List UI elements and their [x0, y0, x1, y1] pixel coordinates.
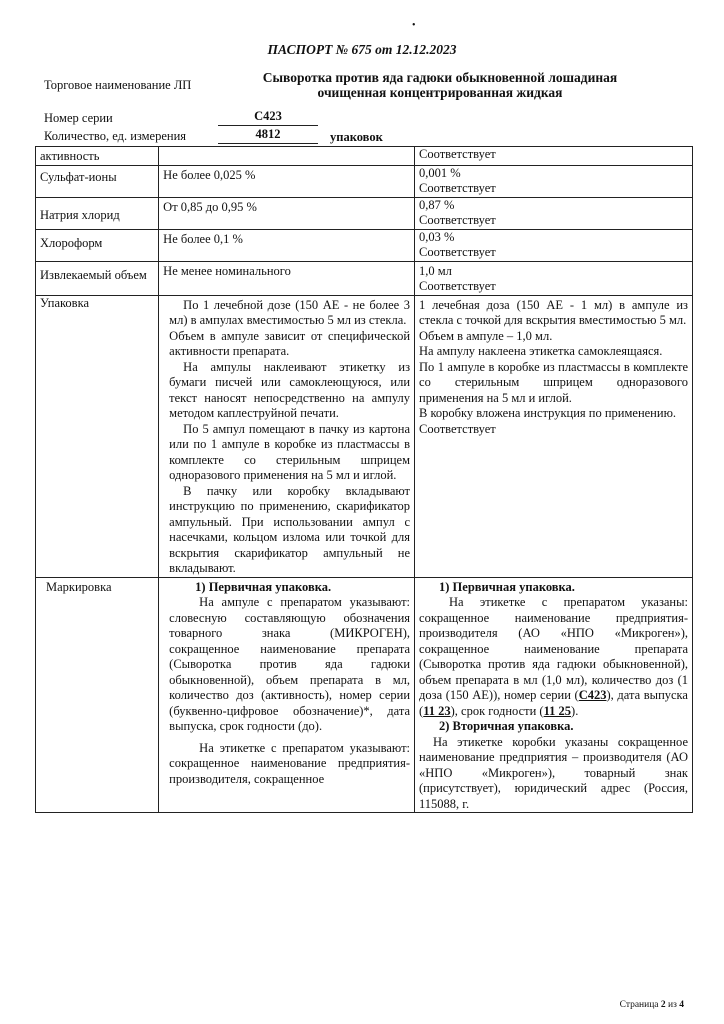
- marking-req-paragraph: На этикетке с препаратом указывают: сокращенное наименование предприятия-производителя, сокращенное: [169, 740, 411, 786]
- table-row-packaging: [36, 295, 693, 577]
- page-current: 2: [660, 1000, 666, 1010]
- expiry-date: 11 25: [543, 703, 572, 718]
- product-name-line1: Сыворотка против яда гадюки обыкновенной лошадиная: [262, 70, 618, 85]
- packaging-res-paragraph: Соответствует: [419, 421, 496, 436]
- row-name: активность: [36, 147, 159, 166]
- table-row: [36, 229, 693, 261]
- marking-result: [415, 577, 693, 813]
- row-requirement: Не менее номинального: [159, 261, 415, 295]
- quantity-underline: [218, 143, 318, 144]
- product-name-line2: очищенная концентрированная жидкая: [317, 85, 563, 100]
- page-sep: из: [668, 1000, 677, 1010]
- row-name: Хлороформ: [36, 229, 159, 261]
- marking-res-heading-2: 2) Вторичная упаковка.: [439, 719, 574, 733]
- result-line: 0,87 %: [419, 197, 455, 212]
- packaging-res-paragraph: На ампулу наклеена этикетка самоклеящаяся.: [419, 344, 663, 358]
- packaging-req-paragraph: На ампулы наклеивают этикетку из бумаги писчей или самоклеющуюся, или текст наносят непосредственно на ампулу методом каплеструйной печати.: [169, 359, 411, 420]
- result-line: Соответствует: [419, 147, 496, 161]
- quantity-unit: упаковок: [330, 130, 383, 144]
- packaging-res-paragraph: В коробку вложена инструкция по применению.: [419, 406, 677, 420]
- packaging-req-paragraph: В пачку или коробку вкладывают инструкцию по применению, скарификатор ампульный. При использовании ампул с насечками, кольцом излома или точкой для вскрытия скарификатор ампульный не вкладывают.: [169, 483, 411, 575]
- table-row: [36, 165, 693, 197]
- packaging-result: [415, 295, 693, 577]
- packaging-requirement: [159, 295, 415, 577]
- result-line: 0,001 %: [419, 165, 461, 180]
- trade-name-label: Торговое наименование ЛП: [44, 78, 192, 92]
- marking-res-paragraph: На этикетке коробки указаны сокращенное наименование предприятия – производителя (АО «НПО «Микроген»), товарный знак (присутствует), юридический адрес (Россия, 115088, г.: [419, 734, 688, 811]
- page-footer: [620, 1000, 684, 1010]
- marking-requirement: [159, 577, 415, 813]
- result-line: Соответствует: [419, 213, 496, 227]
- result-line: Соответствует: [419, 279, 496, 293]
- packaging-req-paragraph: Объем в ампуле зависит от специфической активности препарата.: [169, 328, 411, 358]
- marking-res-heading: 1) Первичная упаковка.: [439, 579, 575, 594]
- packaging-res-paragraph: 1 лечебная доза (150 АЕ - 1 мл) в ампуле из стекла с точкой для вскрытия вместимостью 5 мл.: [419, 297, 688, 327]
- table-row-marking: [36, 577, 693, 813]
- row-requirement: Не более 0,1 %: [159, 229, 415, 261]
- table-row: [36, 261, 693, 295]
- row-name: Упаковка: [36, 295, 159, 577]
- series-underline: [218, 125, 318, 126]
- packaging-res-paragraph: По 1 ампуле в коробке из пластмассы в комплекте со стерильным шприцем одноразового применения на 5 мл и иглой.: [419, 359, 688, 405]
- result-line: Соответствует: [419, 181, 496, 195]
- marking-text: На этикетке с препаратом указаны: сокращенное наименование предприятия-производителя (АО «НПО «Микроген»), сокращенное наименование препарата (Сыворотка против яда гадюки обыкновенной), объем препарата в мл (1,0 мл), количество доз (1 доза (150 АЕ)), номер серии (: [419, 595, 688, 702]
- marking-text: ), срок годности (: [450, 703, 544, 718]
- packaging-req-paragraph: По 1 лечебной дозе (150 АЕ - не более 3 мл) в ампулах вместимостью 5 мл из стекла.: [169, 297, 411, 327]
- scan-dot: •: [412, 20, 416, 31]
- marking-req-heading: 1) Первичная упаковка.: [195, 579, 332, 594]
- quantity-label: Количество, ед. измерения: [44, 129, 187, 143]
- row-result: [415, 261, 693, 295]
- table-row: [36, 147, 693, 166]
- row-name: Извлекаемый объем: [36, 261, 159, 295]
- product-name: [230, 70, 650, 100]
- marking-text: ).: [571, 703, 579, 718]
- marking-req-paragraph: На ампуле с препаратом указывают: словесную составляющую обозначения товарного знака (МИКРОГЕН), сокращенное наименование препарата (Сыворотка против яда гадюки обыкновенной), объем препарата в мл, количество доз (активность), номер серии (буквенно-цифровое обозначение)*, дата выпуска, срок годности (до).: [169, 595, 411, 733]
- passport-title: ПАСПОРТ № 675 от 12.12.2023: [267, 42, 457, 57]
- row-requirement: От 0,85 до 0,95 %: [159, 197, 415, 229]
- row-result: [415, 197, 693, 229]
- result-line: 1,0 мл: [419, 263, 452, 278]
- page-total: 4: [679, 1000, 684, 1010]
- marking-text: ), дата выпуска (: [419, 688, 688, 718]
- packaging-req-paragraph: По 5 ампул помещают в пачку из картона или по 1 ампуле в коробке из пластмассы в комплекте со стерильным шприцем одноразового применения на 5 мл и иглой.: [169, 421, 411, 482]
- row-result: [415, 229, 693, 261]
- row-name: Сульфат-ионы: [36, 165, 159, 197]
- passport-table: [35, 146, 693, 813]
- quantity-value: 4812: [255, 127, 281, 141]
- page-prefix: Страница: [619, 1000, 659, 1010]
- row-name: Натрия хлорид: [36, 197, 159, 229]
- row-result: [415, 147, 693, 166]
- marking-res-paragraph: [419, 595, 688, 719]
- table-row: [36, 197, 693, 229]
- row-result: [415, 165, 693, 197]
- series-label: Номер серии: [44, 111, 113, 125]
- release-date: 11 23: [423, 703, 451, 718]
- row-requirement: Не более 0,025 %: [159, 165, 415, 197]
- result-line: 0,03 %: [419, 229, 455, 244]
- row-requirement: [159, 147, 415, 166]
- series-number: С423: [578, 688, 607, 702]
- row-name: Маркировка: [36, 577, 159, 813]
- result-line: Соответствует: [419, 245, 496, 259]
- series-value: С423: [254, 109, 282, 123]
- packaging-res-paragraph: Объем в ампуле – 1,0 мл.: [419, 328, 553, 343]
